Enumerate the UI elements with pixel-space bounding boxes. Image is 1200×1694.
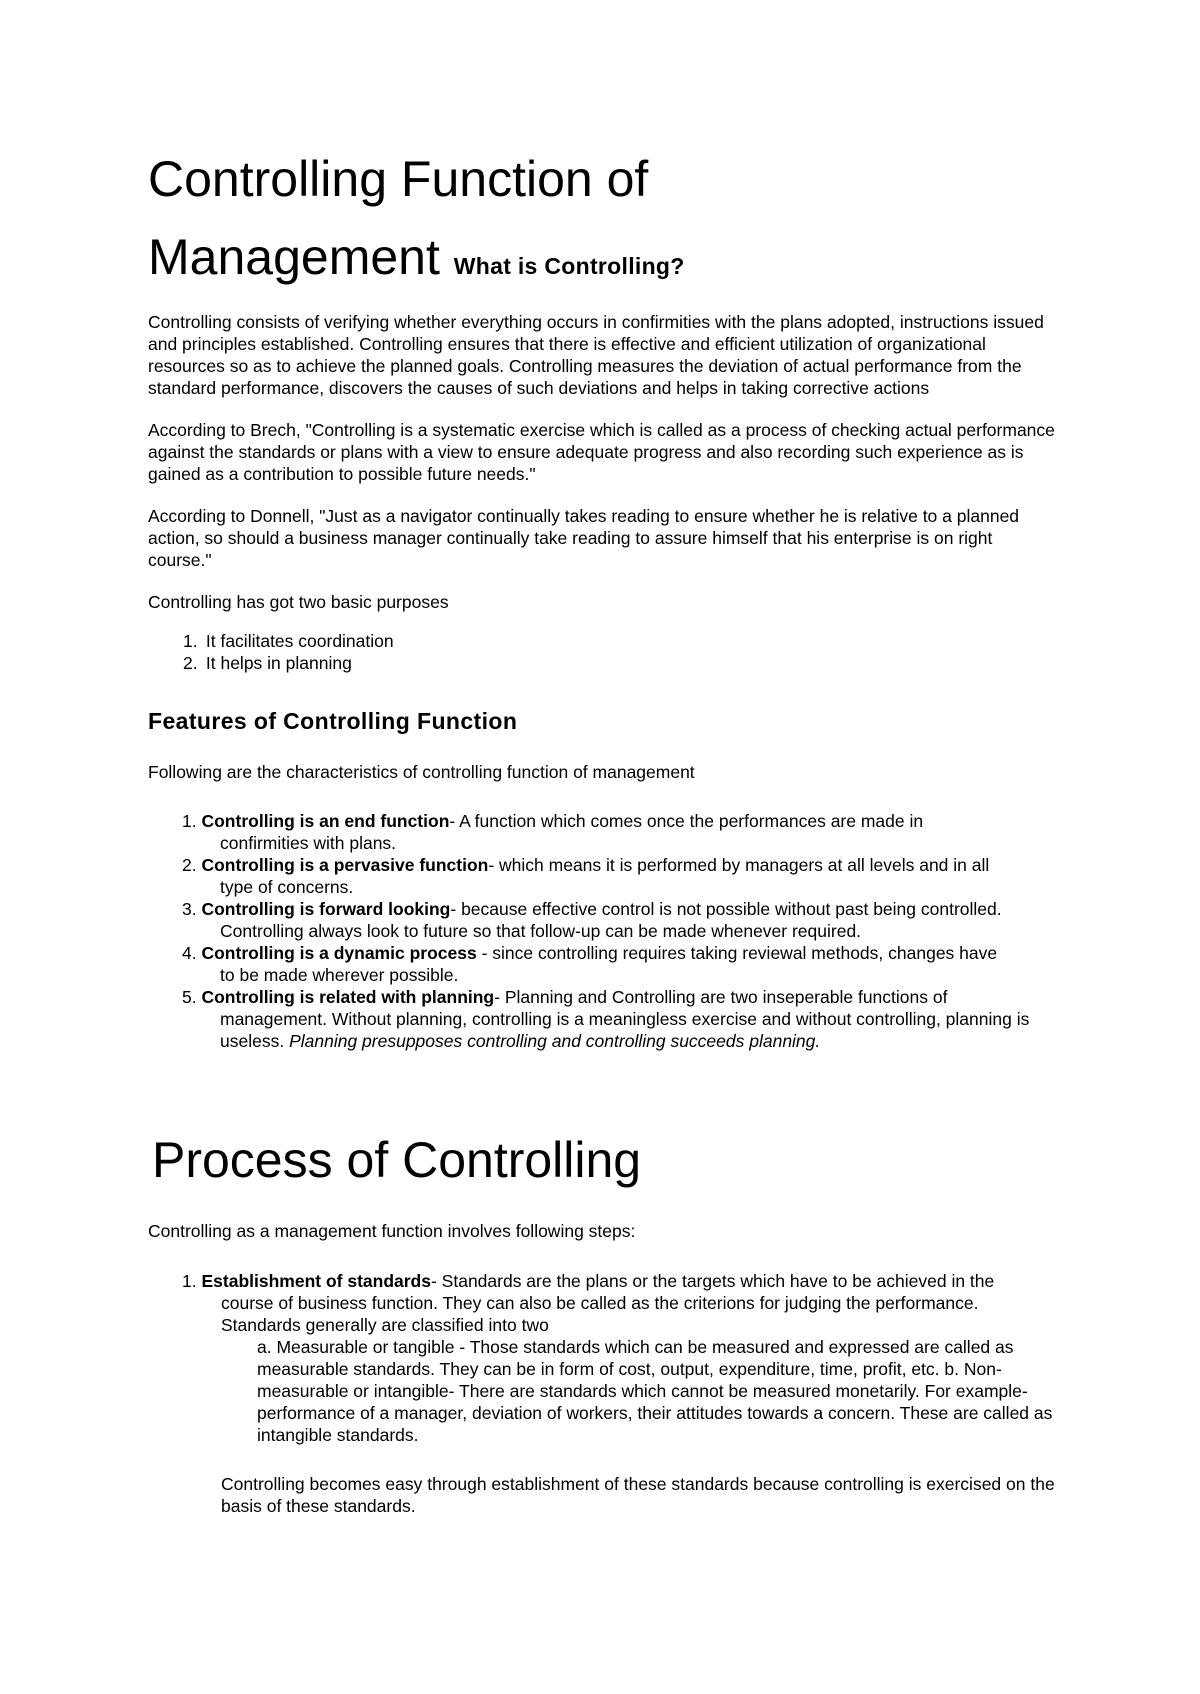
- list-item: 1. It facilitates coordination: [183, 631, 394, 651]
- donnell-quote-paragraph: According to Donnell, "Just as a navigator continually takes reading to ensure whether he is relative to a planned action, so should a business manager continually take reading to assure himself that his enterprise is on right course.": [148, 506, 1020, 570]
- italic-emphasis: Planning presupposes controlling and controlling succeeds planning.: [289, 1031, 821, 1051]
- features-heading: Features of Controlling Function: [148, 708, 518, 734]
- features-list: [148, 810, 1060, 1052]
- standards-subitems: a. Measurable or tangible - Those standards which can be measured and expressed are called as measurable standards. They can be in form of cost, output, expenditure, time, profit, etc. b. Non-measurable or intangible- There are standards which cannot be measured monetarily. For example- performance of a manager, deviation of workers, their attitudes towards a concern. These are called as intangible standards.: [257, 1337, 1053, 1445]
- purposes-list: [148, 630, 1060, 674]
- main-title-text: Controlling Function of Management: [148, 151, 649, 285]
- list-item: 5. Controlling is related with planning- Planning and Controlling are two inseperable functions of management. Without planning, controlling is a meaningless exercise and without controlling, planning is useless. Planning presupposes controlling and controlling succeeds planning.: [182, 987, 1030, 1051]
- steps-list: [148, 1270, 1060, 1517]
- purposes-intro: Controlling has got two basic purposes: [148, 592, 449, 612]
- process-heading: Process of Controlling: [152, 1132, 642, 1188]
- brech-quote-paragraph: According to Brech, "Controlling is a systematic exercise which is called as a process of checking actual performance against the standards or plans with a view to ensure adequate progress and also recording such experience as is gained as a contribution to possible future needs.": [148, 420, 1055, 484]
- features-intro: Following are the characteristics of controlling function of management: [148, 762, 695, 782]
- list-item: 2. It helps in planning: [183, 653, 352, 673]
- list-item: 1. Controlling is an end function- A function which comes once the performances are made in confirmities with plans.: [182, 811, 924, 853]
- document-title: [148, 140, 708, 305]
- list-item: 2. Controlling is a pervasive function- which means it is performed by managers at all levels and in all type of concerns.: [182, 855, 990, 897]
- list-item: 3. Controlling is forward looking- because effective control is not possible without past being controlled. Controlling always look to future so that follow-up can be made whenever required.: [182, 899, 1002, 941]
- standards-closing: Controlling becomes easy through establishment of these standards because controlling is exercised on the basis of these standards.: [221, 1474, 1055, 1516]
- list-item: 4. Controlling is a dynamic process - since controlling requires taking reviewal methods, changes have to be made wherever possible.: [182, 943, 998, 985]
- list-item: 1. Establishment of standards- Standards are the plans or the targets which have to be achieved in the course of business function. They can also be called as the criterions for judging the performance. Standards generally are classified into two a. Measurable or tangible - Those standards which can be measured and expressed are called as measurable standards. They can be in form of cost, output, expenditure, time, profit, etc. b. Non-measurable or intangible- There are standards which cannot be measured monetarily. For example- performance of a manager, deviation of workers, their attitudes towards a concern. These are called as intangible standards. Controlling becomes easy through establishment of these standards because controlling is exercised on the basis of these standards.: [182, 1270, 1060, 1517]
- intro-paragraph: Controlling consists of verifying whether everything occurs in confirmities with the plans adopted, instructions issued and principles established. Controlling ensures that there is effective and efficient utilization of organizational resources so as to achieve the planned goals. Controlling measures the deviation of actual performance from the standard performance, discovers the causes of such deviations and helps in taking corrective actions: [148, 312, 1044, 398]
- section-subtitle: What is Controlling?: [453, 253, 685, 279]
- process-intro: Controlling as a management function involves following steps:: [148, 1221, 636, 1241]
